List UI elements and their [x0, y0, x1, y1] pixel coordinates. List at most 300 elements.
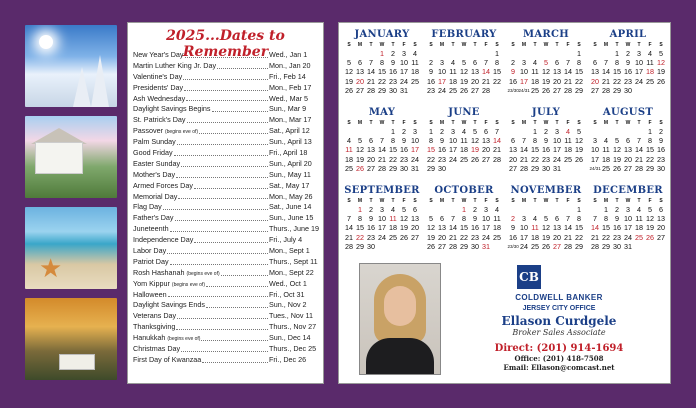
- date-name: [133, 137, 176, 148]
- date-name: [133, 61, 216, 72]
- calendar-day: 4: [566, 127, 570, 136]
- weekday-header: S: [429, 198, 433, 204]
- calendar-day: 11: [411, 58, 419, 68]
- month-january: [342, 29, 422, 95]
- weekday-header: S: [511, 120, 515, 126]
- autumn-porch-photo: [25, 298, 117, 380]
- calendar-day: [601, 49, 612, 58]
- calendar-day: [530, 205, 541, 214]
- calendar-day: 19: [657, 67, 665, 77]
- leader-dots: [175, 213, 268, 221]
- weekday-header: T: [391, 198, 395, 204]
- weekday-header: F: [484, 42, 488, 48]
- leader-dots: [178, 192, 268, 200]
- calendar-day: 14: [602, 67, 610, 77]
- holiday-date: Sun., April 20: [269, 158, 312, 168]
- starfish-icon: ★: [39, 253, 63, 283]
- calendar-day: 17: [520, 76, 528, 86]
- calendar-day: 7: [637, 136, 641, 146]
- weekday-header: S: [413, 198, 417, 204]
- calendar-day: 13: [509, 145, 517, 155]
- calendar-day: 29: [575, 85, 583, 95]
- weekday-header: S: [347, 198, 351, 204]
- calendar-day: 10: [449, 136, 457, 146]
- calendar-day: 12: [460, 67, 468, 77]
- calendar-day: [470, 164, 481, 173]
- calendar-day: 7: [369, 58, 373, 68]
- calendar-day: 25: [531, 241, 539, 251]
- calendar-day: 5: [544, 214, 548, 224]
- calendar-day: 13: [657, 214, 665, 224]
- calendar-day: 7: [484, 58, 488, 68]
- leader-dots: [167, 246, 268, 254]
- leader-dots: [181, 159, 268, 167]
- calendar-day: 10: [520, 223, 528, 233]
- date-name: [133, 50, 184, 61]
- weekday-header: F: [566, 42, 570, 48]
- weekday-header: T: [615, 198, 619, 204]
- calendar-day: 20: [411, 223, 419, 233]
- date-row: [133, 104, 319, 115]
- calendar-day: 17: [520, 232, 528, 242]
- weekday-header: M: [603, 120, 609, 126]
- calendar-day: 27: [553, 85, 561, 95]
- weekday-header: W: [461, 198, 467, 204]
- date-row: [133, 224, 319, 235]
- calendar-day: 5: [462, 58, 466, 68]
- weekday-header: F: [402, 42, 406, 48]
- calendar-day: 14: [367, 67, 375, 77]
- calendar-day: 28: [564, 85, 572, 95]
- holiday-date: Sat., April 12: [269, 126, 310, 136]
- calendar-day: 22: [613, 76, 621, 86]
- leader-dots: [206, 279, 268, 287]
- calendar-day: 12: [356, 145, 364, 155]
- calendar-day: 23/30: [507, 243, 519, 249]
- date-row: [133, 115, 319, 126]
- calendar-day: 15: [575, 223, 583, 233]
- month-may: [342, 107, 422, 173]
- calendar-day: 2: [626, 49, 630, 58]
- calendar-day: 2: [659, 127, 663, 136]
- calendar-day: [574, 164, 585, 173]
- calendar-day: 22: [602, 232, 610, 242]
- weekday-header: S: [429, 120, 433, 126]
- calendar-day: 31: [553, 163, 561, 173]
- calendar-day: 27: [411, 232, 419, 242]
- leader-dots: [177, 311, 268, 319]
- calendar-day: 27: [591, 85, 599, 95]
- calendar-day: 14: [493, 136, 501, 146]
- weekday-header: T: [533, 42, 537, 48]
- calendar-day: 11: [493, 214, 501, 224]
- month-name: JUNE: [448, 107, 480, 118]
- calendar-day: 28: [482, 85, 490, 95]
- calendar-day: 2: [615, 205, 619, 214]
- calendar-day: 18: [389, 223, 397, 233]
- leader-dots: [194, 181, 268, 189]
- calendar-day: 10: [624, 214, 632, 224]
- holiday-name: Father's Day: [133, 213, 174, 223]
- weekday-header: S: [495, 120, 499, 126]
- date-row: [133, 300, 319, 311]
- holiday-date: Thurs., Dec 25: [269, 344, 317, 354]
- holiday-date: Sun., April 13: [269, 137, 312, 147]
- calendar-day: 7: [347, 214, 351, 224]
- calendar-day: 28: [449, 241, 457, 251]
- calendar-day: 22: [575, 76, 583, 86]
- holiday-note: (begins eve of): [167, 336, 201, 343]
- holiday-name: Armed Forces Day: [133, 180, 193, 190]
- holiday-note: (begins eve of): [164, 129, 199, 136]
- month-grid: [342, 120, 422, 173]
- calendar-day: 25: [411, 76, 419, 86]
- calendar-day: 6: [555, 58, 559, 68]
- dates-title: 2025...Dates to Remember: [166, 28, 285, 60]
- calendar-day: 22: [531, 154, 539, 164]
- calendar-day: 9: [615, 214, 619, 224]
- calendar-day: 3: [626, 205, 630, 214]
- month-grid: [588, 120, 668, 173]
- calendar-day: 22: [378, 76, 386, 86]
- calendar-day: 19: [613, 154, 621, 164]
- agent-email: Email: Ellason@comcast.net: [503, 363, 615, 372]
- calendar-day: 15: [427, 145, 435, 155]
- calendar-day: 15: [460, 223, 468, 233]
- date-row: [133, 83, 319, 94]
- calendar-day: 7: [566, 58, 570, 68]
- calendar-day: [459, 49, 470, 58]
- calendar-day: [377, 242, 388, 251]
- calendar-day: 29: [646, 163, 654, 173]
- weekday-header: T: [369, 120, 373, 126]
- calendar-day: 17: [400, 67, 408, 77]
- calendar-day: 21: [591, 232, 599, 242]
- weekday-header: T: [637, 198, 641, 204]
- holiday-date: Wed., Jan 1: [269, 50, 308, 59]
- holiday-date: Sat., June 14: [269, 202, 312, 212]
- calendar-day: 4: [533, 58, 537, 68]
- calendar-day: [492, 242, 503, 251]
- calendar-day: 30: [389, 85, 397, 95]
- calendar-day: 24/31: [518, 87, 530, 93]
- month-grid: [342, 198, 422, 251]
- calendar-day: 27: [367, 163, 375, 173]
- calendar-day: 2: [511, 58, 515, 68]
- date-name: [133, 333, 200, 344]
- weekday-header: F: [402, 198, 406, 204]
- agent-body: [366, 338, 434, 375]
- calendar-day: 5: [429, 214, 433, 224]
- calendar-day: 23: [471, 232, 479, 242]
- calendar-day: 4: [391, 205, 395, 214]
- calendar-day: 25: [635, 232, 643, 242]
- calendar-day: 28: [520, 163, 528, 173]
- calendar-day: 6: [659, 205, 663, 214]
- calendar-day: 5: [648, 205, 652, 214]
- agent-info: [454, 293, 664, 372]
- holiday-date: Mon., May 26: [269, 191, 313, 201]
- date-name: [133, 192, 177, 203]
- weekday-header: S: [577, 42, 581, 48]
- date-name: [133, 311, 176, 322]
- weekday-header: M: [439, 198, 445, 204]
- calendar-day: 6: [511, 136, 515, 146]
- weekday-header: F: [566, 198, 570, 204]
- leader-dots: [168, 290, 268, 298]
- office-name: JERSEY CITY OFFICE: [522, 305, 596, 312]
- holiday-name: Mother's Day: [133, 169, 176, 179]
- weekday-header: W: [379, 198, 385, 204]
- weekday-header: S: [495, 42, 499, 48]
- month-grid: [588, 198, 668, 251]
- calendar-day: 16: [542, 145, 550, 155]
- calendar-day: 26: [657, 76, 665, 86]
- calendar-day: 4: [495, 205, 499, 214]
- calendar-day: 18: [493, 223, 501, 233]
- leader-dots: [174, 148, 268, 156]
- leader-dots: [177, 137, 268, 145]
- calendar-day: 9: [391, 58, 395, 68]
- calendar-day: 6: [555, 214, 559, 224]
- date-row: [133, 94, 319, 105]
- calendar-day: 30: [657, 163, 665, 173]
- holiday-date: Fri., Feb 14: [269, 71, 306, 81]
- snowy-tree: [73, 67, 91, 107]
- calendar-day: 15: [389, 145, 397, 155]
- calendar-day: [426, 205, 437, 214]
- month-october: [424, 185, 504, 251]
- weekday-header: W: [625, 120, 631, 126]
- calendar-day: 18: [449, 76, 457, 86]
- calendar-day: 29: [531, 163, 539, 173]
- calendar-day: 26: [400, 232, 408, 242]
- calendar-day: 28: [591, 241, 599, 251]
- date-name: [133, 235, 193, 246]
- calendar-day: 20: [356, 76, 364, 86]
- calendar-day: 19: [646, 223, 654, 233]
- calendar-day: 18: [345, 154, 353, 164]
- calendar-day: 29: [427, 163, 435, 173]
- calendar-day: 30: [624, 85, 632, 95]
- calendar-day: 23: [657, 154, 665, 164]
- calendar-day: 15: [531, 145, 539, 155]
- holiday-date: Mon., Feb 17: [269, 82, 312, 92]
- calendar-day: 15: [646, 145, 654, 155]
- date-name: [133, 202, 162, 213]
- calendar-day: 11: [531, 223, 539, 233]
- calendar-day: 22: [646, 154, 654, 164]
- weekday-header: S: [577, 120, 581, 126]
- calendar-day: 4: [604, 136, 608, 146]
- month-september: [342, 185, 422, 251]
- date-row: [133, 333, 319, 344]
- winter-photo: [25, 25, 117, 107]
- leader-dots: [183, 72, 268, 80]
- calendar-day: 21: [482, 76, 490, 86]
- date-name: [133, 268, 220, 279]
- calendar-day: 16: [509, 232, 517, 242]
- calendar-day: 27: [356, 85, 364, 95]
- month-grid: [424, 120, 504, 173]
- calendar-day: 27: [657, 232, 665, 242]
- calendar-day: 29: [575, 241, 583, 251]
- calendar-day: 17: [378, 223, 386, 233]
- date-row: [133, 148, 319, 159]
- calendar-day: 8: [648, 136, 652, 146]
- calendar-day: [508, 205, 519, 214]
- weekday-header: S: [511, 198, 515, 204]
- calendar-day: 24/31: [589, 165, 601, 171]
- calendar-day: 10: [635, 58, 643, 68]
- holiday-name: Daylight Savings Ends: [133, 300, 205, 310]
- calendar-day: 16: [624, 67, 632, 77]
- holiday-name: Martin Luther King Jr. Day: [133, 60, 217, 70]
- dates-list: [133, 50, 319, 366]
- calendar-day: 2: [429, 58, 433, 68]
- calendar-day: 7: [566, 214, 570, 224]
- calendar-day: 3: [380, 205, 384, 214]
- weekday-header: W: [625, 198, 631, 204]
- calendar-day: [470, 49, 481, 58]
- holiday-date: Wed., Oct 1: [269, 278, 307, 288]
- calendar-day: 19: [427, 232, 435, 242]
- weekday-header: W: [379, 42, 385, 48]
- calendar-day: 22: [460, 232, 468, 242]
- weekday-header: W: [543, 42, 549, 48]
- calendar-day: 17: [438, 76, 446, 86]
- month-august: [588, 107, 668, 173]
- date-name: [133, 94, 185, 105]
- calendar-day: 9: [473, 214, 477, 224]
- calendar-day: 30: [471, 241, 479, 251]
- calendar-day: 10: [553, 136, 561, 146]
- month-december: [588, 185, 668, 251]
- calendar-day: 12: [400, 214, 408, 224]
- calendar-day: 24: [378, 232, 386, 242]
- calendar-day: 20: [509, 154, 517, 164]
- calendar-day: 20: [553, 232, 561, 242]
- holiday-name: Good Friday: [133, 148, 173, 158]
- snowy-tree: [91, 55, 109, 107]
- calendar-day: 4: [413, 49, 417, 58]
- calendar-day: 17: [591, 154, 599, 164]
- calendar-day: 21: [520, 154, 528, 164]
- calendar-day: 17: [553, 145, 561, 155]
- calendar-day: [519, 127, 530, 136]
- holiday-name: Easter Sunday: [133, 158, 181, 168]
- calendar-day: 8: [533, 136, 537, 146]
- calendar-day: [344, 127, 355, 136]
- calendar-day: [645, 242, 656, 251]
- calendar-day: [634, 242, 645, 251]
- date-row: [133, 137, 319, 148]
- date-row: [133, 311, 319, 322]
- calendar-day: 26: [542, 85, 550, 95]
- calendar-day: 27: [438, 241, 446, 251]
- holiday-name: Labor Day: [133, 246, 167, 256]
- calendar-day: [366, 127, 377, 136]
- calendar-day: 24: [482, 232, 490, 242]
- calendar-day: 18: [564, 145, 572, 155]
- date-name: [133, 300, 205, 311]
- weekday-header: M: [439, 120, 445, 126]
- calendar-day: [344, 49, 355, 58]
- calendar-day: 29: [356, 241, 364, 251]
- calendar-day: 20: [553, 76, 561, 86]
- month-name: DECEMBER: [593, 185, 663, 196]
- calendar-day: 9: [511, 223, 515, 233]
- calendar-day: 15: [575, 67, 583, 77]
- holiday-date: Sun., Dec 14: [269, 333, 311, 343]
- leader-dots: [181, 344, 268, 352]
- weekday-header: S: [659, 198, 663, 204]
- calendar-day: 13: [482, 136, 490, 146]
- weekday-header: T: [615, 42, 619, 48]
- calendar-day: 19: [575, 145, 583, 155]
- calendar-day: 14: [482, 67, 490, 77]
- calendar-day: 21: [635, 154, 643, 164]
- calendar-day: 8: [391, 136, 395, 146]
- calendar-day: [552, 205, 563, 214]
- calendar-day: 5: [659, 49, 663, 58]
- holiday-date: Thurs., June 19: [269, 224, 319, 234]
- month-march: [506, 29, 586, 95]
- weekday-header: S: [593, 198, 597, 204]
- weekday-header: S: [413, 120, 417, 126]
- calendar-day: [492, 164, 503, 173]
- weekday-header: S: [429, 42, 433, 48]
- calendar-day: 30: [400, 163, 408, 173]
- calendar-day: 14: [345, 223, 353, 233]
- calendar-day: [601, 127, 612, 136]
- calendar-day: [645, 86, 656, 95]
- month-name: AUGUST: [602, 107, 654, 118]
- weekday-header: W: [379, 120, 385, 126]
- calendar-day: 2: [369, 205, 373, 214]
- calendar-day: 12: [613, 145, 621, 155]
- date-name: [133, 170, 175, 181]
- calendar-day: [623, 127, 634, 136]
- weekday-header: T: [637, 120, 641, 126]
- calendar-day: 17: [449, 145, 457, 155]
- holiday-note: (begins eve of): [171, 281, 205, 288]
- calendar-day: 14: [520, 145, 528, 155]
- weekday-header: F: [648, 120, 652, 126]
- calendar-day: [634, 127, 645, 136]
- calendar-day: [508, 127, 519, 136]
- calendar-day: [355, 127, 366, 136]
- calendar-day: [344, 205, 355, 214]
- calendar-day: 10: [378, 214, 386, 224]
- calendar-day: 28: [602, 85, 610, 95]
- calendar-day: 10: [438, 67, 446, 77]
- calendar-day: 22: [427, 154, 435, 164]
- weekday-header: F: [402, 120, 406, 126]
- calendar-day: 24: [624, 232, 632, 242]
- calendar-day: 27: [509, 163, 517, 173]
- calendar-day: 25: [449, 85, 457, 95]
- weekday-header: T: [533, 198, 537, 204]
- calendar-day: 14: [449, 223, 457, 233]
- calendar-day: 21: [564, 232, 572, 242]
- calendar-day: 7: [495, 127, 499, 136]
- calendar-day: 9: [626, 58, 630, 68]
- calendar-day: 4: [451, 58, 455, 68]
- leader-dots: [163, 202, 268, 210]
- date-row: [133, 126, 319, 137]
- calendar-day: 26: [613, 163, 621, 173]
